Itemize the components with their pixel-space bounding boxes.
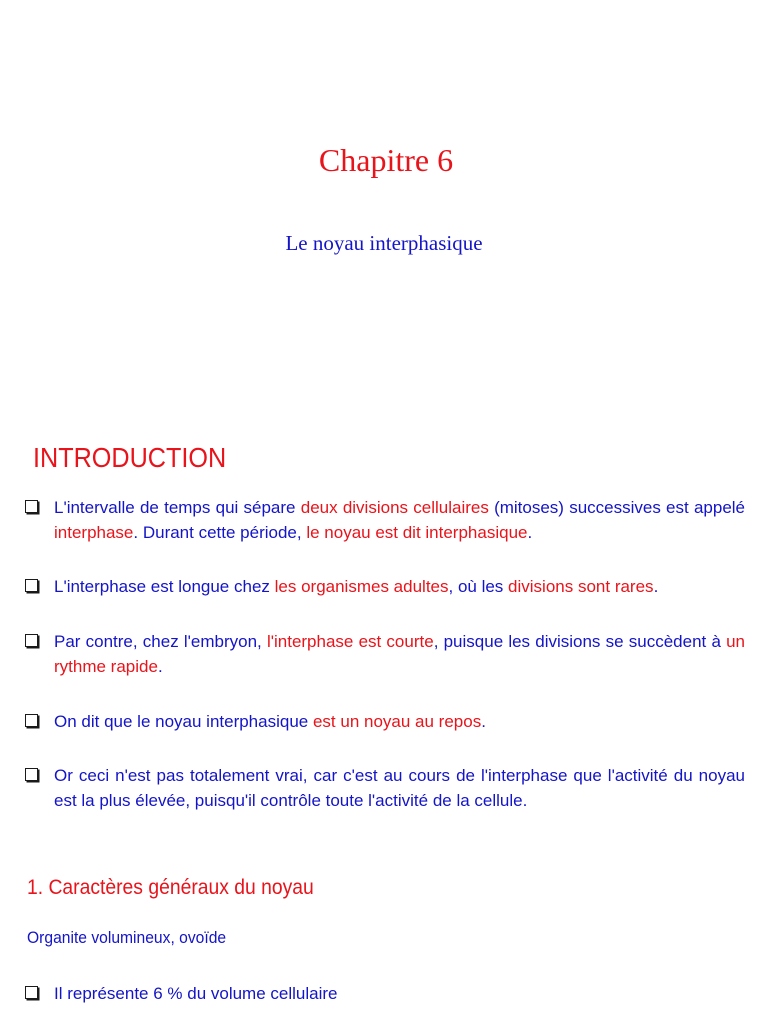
text-segment-red: un rythme rapide [54, 632, 745, 676]
text-segment-blue: , où les [448, 577, 509, 596]
text-segment-blue: , puisque les divisions se succèdent à [433, 632, 727, 651]
intro-bullet-3 [25, 629, 745, 679]
bullet-text [54, 763, 745, 813]
bullet-text [54, 709, 745, 734]
text-segment-blue: L'intervalle de temps qui sépare [54, 498, 301, 517]
text-segment-blue: (mitoses) successives est appelé [488, 498, 746, 517]
text-segment-blue: On dit que le noyau interphasique [54, 712, 313, 731]
checkbox-bullet-icon [25, 768, 38, 781]
text-segment-blue: Il représente 6 % du volume cellulaire [54, 984, 338, 1003]
bullet-text [54, 495, 745, 545]
bullet-text [54, 629, 745, 679]
text-segment-blue: Par contre, chez l'embryon, [54, 632, 267, 651]
section-1-bullet-1 [25, 981, 745, 1006]
checkbox-bullet-icon [25, 986, 38, 999]
introduction-heading: INTRODUCTION [33, 442, 227, 473]
text-segment-red: est un noyau au repos [312, 712, 482, 731]
chapter-subtitle: Le noyau interphasique [285, 231, 483, 255]
checkbox-bullet-icon [25, 500, 38, 513]
text-segment-blue: . [653, 577, 659, 596]
text-segment-red: deux divisions cellulaires [300, 498, 489, 517]
intro-bullet-4 [25, 709, 745, 734]
text-segment-blue: . [157, 657, 163, 676]
text-segment-red: interphase [54, 523, 134, 542]
chapter-title: Chapitre 6 [318, 142, 454, 178]
intro-bullet-2 [25, 574, 745, 599]
bullet-text [54, 981, 745, 1006]
intro-bullet-1 [25, 495, 745, 545]
text-segment-blue: . [527, 523, 533, 542]
text-segment-red: l'interphase est courte [266, 632, 434, 651]
text-segment-blue: L'interphase est longue chez [54, 577, 275, 596]
checkbox-bullet-icon [25, 634, 38, 647]
bullet-text [54, 574, 745, 599]
text-segment-red: le noyau est dit interphasique [306, 523, 528, 542]
checkbox-bullet-icon [25, 579, 38, 592]
text-segment-blue: . Durant cette période, [133, 523, 307, 542]
section-1-heading: 1. Caractères généraux du noyau [27, 876, 314, 899]
intro-bullet-5 [25, 763, 745, 813]
text-segment-blue: Or ceci n'est pas totalement vrai, car c'est au cours de l'interphase que l'activité du noyau est la plus élevée, puisqu'il contrôle toute l'activité de la cellule. [54, 766, 745, 810]
text-segment-blue: . [481, 712, 486, 731]
text-segment-red: les organismes adultes [274, 577, 449, 596]
checkbox-bullet-icon [25, 714, 38, 727]
section-1-line: Organite volumineux, ovoïde [27, 928, 227, 947]
text-segment-red: divisions sont rares [508, 577, 654, 596]
